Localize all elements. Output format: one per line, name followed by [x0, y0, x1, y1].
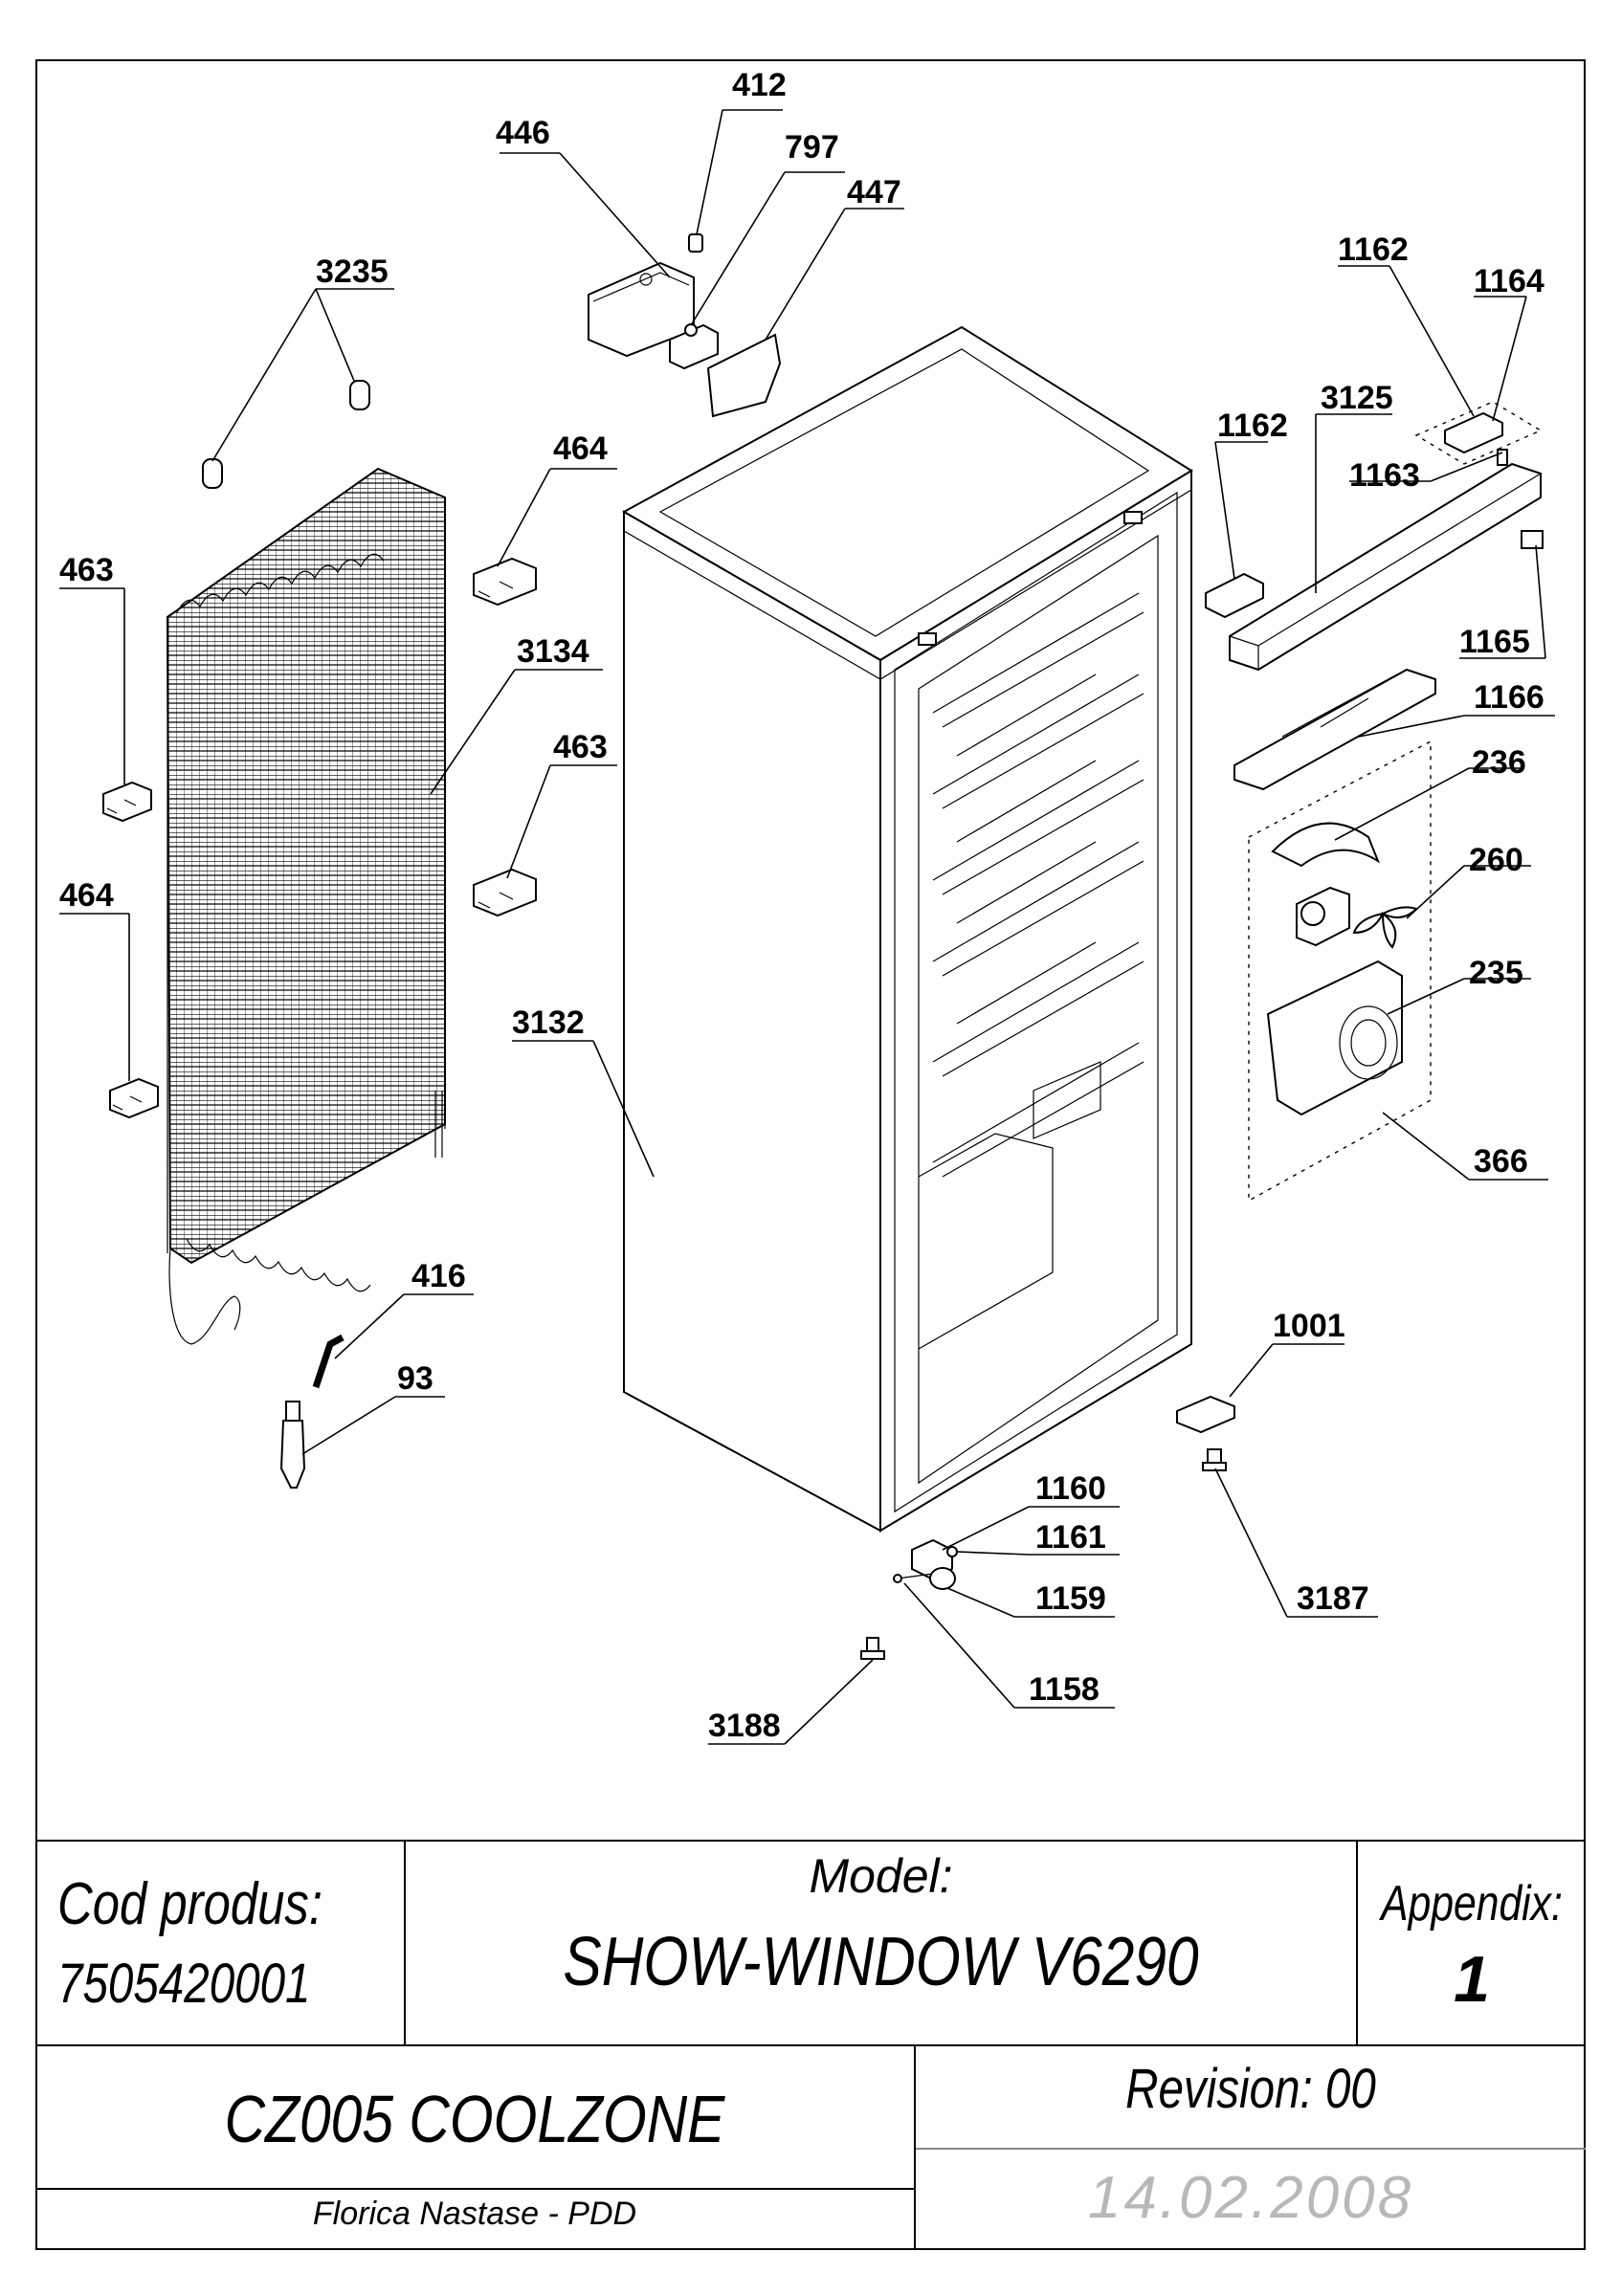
- clip-part-left-top: [103, 783, 151, 821]
- revision-label: Revision: 00: [1125, 2058, 1376, 2120]
- label-463-right: 463: [553, 729, 608, 765]
- label-93: 93: [397, 1360, 433, 1397]
- fan-blade-part: [1354, 907, 1416, 947]
- label-3188: 3188: [708, 1708, 781, 1744]
- bushing-part-1159: [930, 1568, 955, 1589]
- label-235: 235: [1469, 955, 1523, 991]
- pin-part-1158: [894, 1574, 933, 1582]
- label-3125: 3125: [1321, 380, 1393, 416]
- hinge-part-1001: [1177, 1397, 1234, 1432]
- product-code-value: 7505420001: [57, 1953, 311, 2015]
- screw-part-1163: [1498, 450, 1507, 465]
- label-366: 366: [1474, 1143, 1528, 1180]
- label-446: 446: [496, 115, 550, 151]
- connector-part-1165: [1522, 531, 1543, 548]
- brand-name: CZ005 COOLZONE: [224, 2082, 725, 2156]
- fan-box-part: [1268, 961, 1402, 1115]
- screw-part-412: [689, 234, 702, 252]
- label-1159: 1159: [1035, 1580, 1106, 1617]
- label-1001: 1001: [1273, 1308, 1345, 1344]
- label-3235: 3235: [316, 254, 389, 290]
- label-1161: 1161: [1035, 1519, 1106, 1556]
- appendix-label: Appendix:: [1381, 1876, 1563, 1932]
- label-1164: 1164: [1474, 263, 1544, 299]
- label-3187: 3187: [1297, 1580, 1369, 1617]
- fan-motor-part: [1297, 888, 1349, 945]
- filter-dryer-part: [281, 1402, 304, 1488]
- label-464-left: 464: [59, 877, 114, 914]
- label-447: 447: [847, 174, 901, 210]
- appendix-value: 1: [1454, 1943, 1490, 2016]
- label-412: 412: [732, 67, 787, 103]
- label-3132: 3132: [512, 1004, 585, 1041]
- tube-part: [316, 1337, 343, 1387]
- condenser-part: [167, 469, 445, 1344]
- label-236: 236: [1472, 744, 1526, 781]
- model-value: SHOW-WINDOW V6290: [563, 1924, 1199, 2000]
- fan-assembly-outline: [1249, 741, 1431, 1201]
- fan-cover-plate-part: [1234, 670, 1435, 789]
- drawing-date: 14.02.2008: [1087, 2165, 1414, 2231]
- foot-part-3187: [1203, 1449, 1226, 1470]
- clip-part-left-bottom: [110, 1079, 158, 1117]
- bracket-part-1162-right: [1416, 402, 1541, 464]
- label-416: 416: [411, 1258, 466, 1294]
- label-797: 797: [785, 129, 839, 166]
- label-1162-left: 1162: [1217, 408, 1288, 444]
- label-464-top: 464: [553, 430, 608, 467]
- product-code-label: Cod produs:: [57, 1871, 322, 1937]
- washer-part-1161: [947, 1547, 957, 1556]
- fan-shroud-part: [1273, 824, 1378, 866]
- label-463-left: 463: [59, 552, 114, 588]
- author-name: Florica Nastase - PDD: [312, 2196, 637, 2232]
- label-260: 260: [1469, 842, 1523, 878]
- clip-part-right-mid: [474, 870, 536, 916]
- bracket-part-1162-left: [1206, 574, 1263, 617]
- label-3134: 3134: [517, 633, 589, 670]
- clip-part-right-top: [474, 559, 536, 605]
- label-1166: 1166: [1474, 679, 1544, 716]
- model-label: Model:: [809, 1849, 953, 1903]
- label-1165: 1165: [1459, 624, 1530, 660]
- foot-part-3188: [861, 1638, 884, 1659]
- label-1162-top: 1162: [1338, 232, 1409, 268]
- label-1163: 1163: [1349, 457, 1420, 494]
- label-1160: 1160: [1035, 1470, 1106, 1507]
- knob-cover-part: [708, 335, 780, 416]
- cabinet-part: [624, 327, 1191, 1531]
- label-1158: 1158: [1029, 1671, 1100, 1708]
